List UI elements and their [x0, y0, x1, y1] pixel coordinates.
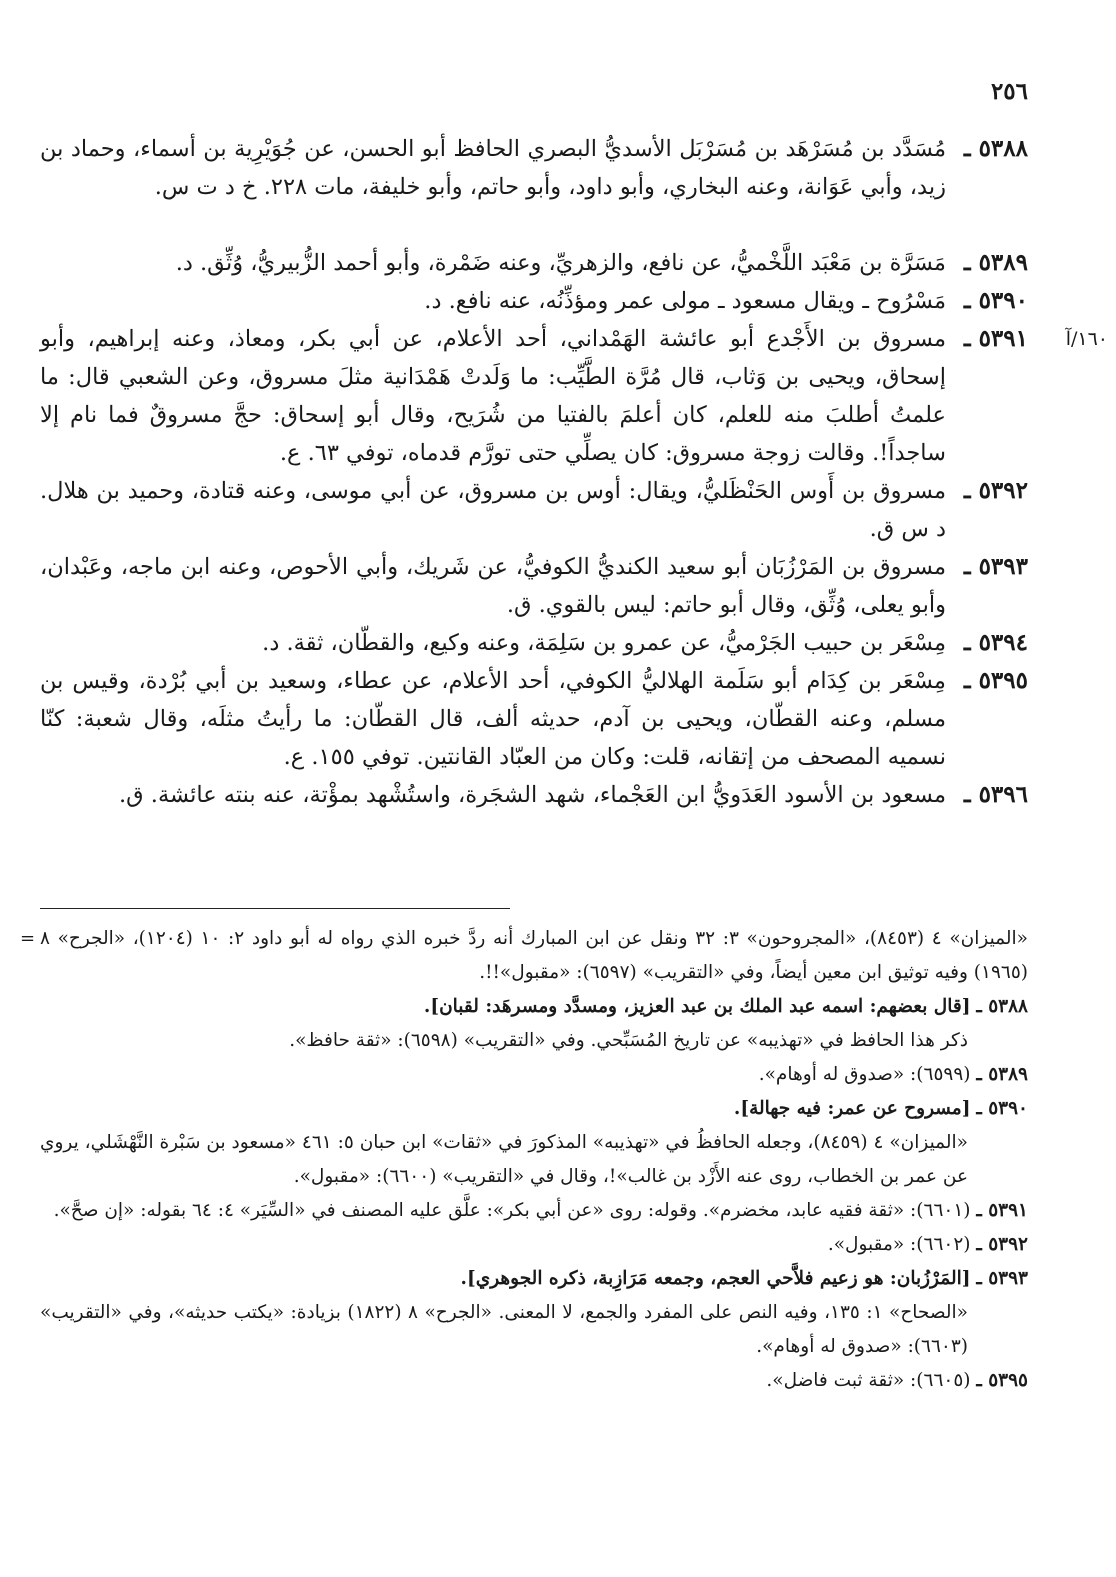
note-5388-head: [40, 990, 1028, 1024]
note-text: «الصحاح» ١: ١٣٥، وفيه النص على المفرد والجمع، لا المعنى. «الجرح» ٨ (١٨٢٢) بزيادة: «يكتب حديثه»، وفي «التقريب» (٦٦٠٣): «صدوق له أوهام».: [40, 1302, 968, 1357]
entry-text: مِسْعَر بن كِدَام أبو سَلَمة الهلاليُّ الكوفي، أحد الأعلام، عن عطاء، وسعيد بن أبي بُرْدة، وقيس بن مسلم، وعنه القطّان، ويحيى بن آدم، حديثه ألف، قال القطّان: ما رأيتُ مثلَه، وقال شعبة: كنّا نسميه المصحف من إتقانه، قلت: وكان من العبّاد القانتين. توفي ١٥٥. ع.: [40, 668, 946, 770]
note-text: «الميزان» ٤ (٨٤٥٩)، وجعله الحافظُ في «تهذيبه» المذكورَ في «ثقات» ابن حبان ٥: ٤٦١ «مسعود بن سَبْرة النَّهْشَلي، يروي عن عمر بن الخطاب، روى عنه الأَزْد بن غالب»!، وقال في «التقريب» (٦٦٠٠): «مقبول».: [40, 1132, 968, 1187]
entry-5391: [40, 320, 1108, 472]
entry-number: ٥٣٨٩ ـ: [963, 249, 1028, 276]
manuscript-folio-ref: ١٦٠/آ: [1065, 328, 1108, 350]
entry-number: ٥٣٩٠ ـ: [963, 287, 1028, 314]
note-number: ٥٣٨٩ ـ: [976, 1064, 1028, 1085]
note-text: ذكر هذا الحافظ في «تهذيبه» عن تاريخ المُسَبِّحي. وفي «التقريب» (٦٥٩٨): «ثقة حافظ».: [289, 1030, 968, 1051]
entry-number: ٥٣٩٦ ـ: [963, 781, 1028, 808]
entry-5389: [40, 244, 1028, 282]
biography-entries: [40, 130, 1108, 814]
continuation-mark: =: [20, 928, 36, 949]
note-number: ٥٣٩٢ ـ: [976, 1234, 1028, 1255]
entry-5395: [40, 662, 1028, 776]
note-bracket: [مسروح عن عمر: فيه جهالة].: [733, 1098, 971, 1119]
entry-text: مُسَدَّد بن مُسَرْهَد بن مُسَرْبَل الأسديُّ البصري الحافظ أبو الحسن، عن جُوَيْرِية بن أسماء، وحماد بن زيد، وأبي عَوَانة، وعنه البخاري، وأبو داود، وأبو حاتم، وأبو خليفة، مات ٢٢٨. خ د ت س.: [40, 136, 946, 200]
note-text: (٦٦٠٢): «مقبول».: [827, 1234, 971, 1255]
note-number: ٥٣٩٠ ـ: [976, 1098, 1028, 1119]
entry-number: ٥٣٨٨ ـ: [963, 135, 1028, 162]
note-bracket: [المَرْزُبان: هو زعيم فلاَّحي العجم، وجمعه مَرَازِبة، ذكره الجوهري].: [460, 1268, 971, 1289]
note-5393-head: [40, 1262, 1028, 1296]
entry-text: مسروق بن أَوس الحَنْظَليُّ، ويقال: أوس بن مسروق، عن أبي موسى، وعنه قتادة، وحميد بن هلال. د س ق.: [40, 478, 946, 542]
note-5388-body: [40, 1024, 1028, 1058]
entry-5394: [40, 624, 1028, 662]
entry-text: مِسْعَر بن حبيب الجَرْميُّ، عن عمرو بن سَلِمَة، وعنه وكيع، والقطّان، ثقة. د.: [262, 630, 946, 656]
entry-number: ٥٣٩٥ ـ: [963, 667, 1028, 694]
entry-number: ٥٣٩٣ ـ: [963, 553, 1028, 580]
entry-text: مَسَرَّة بن مَعْبَد اللَّخْميُّ، عن نافع، والزهريِّ، وعنه ضَمْرة، وأبو أحمد الزُّبيريُّ، وُثِّق. د.: [175, 250, 946, 276]
note-5392: [40, 1228, 1028, 1262]
entry-number: ٥٣٩١ ـ: [963, 325, 1028, 352]
note-5395: [40, 1364, 1028, 1398]
entry-number: ٥٣٩٢ ـ: [963, 477, 1028, 504]
note-text: (٦٦٠٥): «ثقة ثبت فاضل».: [766, 1370, 971, 1391]
footnotes: [20, 922, 1028, 1398]
document-page: [20, 70, 1108, 1557]
note-number: ٥٣٩٣ ـ: [976, 1268, 1028, 1289]
entry-text: مسعود بن الأسود العَدَويُّ ابن العَجْماء، شهد الشجَرة، واستُشْهد بمؤْتة، عنه بنته عائشة. ق.: [119, 782, 946, 808]
note-5391: [40, 1194, 1028, 1228]
note-5390-body: [40, 1126, 1028, 1194]
note-number: ٥٣٨٨ ـ: [976, 996, 1028, 1017]
note-5393-body: [40, 1296, 1028, 1364]
footnote-divider: [40, 908, 510, 909]
note-bracket: [قال بعضهم: اسمه عبد الملك بن عبد العزيز، ومسدَّد ومسرهَد: لقبان].: [423, 996, 971, 1017]
entry-5390: [40, 282, 1028, 320]
note-number: ٥٣٩٥ ـ: [976, 1370, 1028, 1391]
entry-5388: [40, 130, 1028, 244]
page-number: ٢٥٦: [990, 78, 1028, 105]
note-number: ٥٣٩١ ـ: [976, 1200, 1028, 1221]
note-text: «الميزان» ٤ (٨٤٥٣)، «المجروحون» ٣: ٣٢ ونقل عن ابن المبارك أنه ردَّ خبره الذي رواه له أبو داود ٢: ١٠ (١٢٠٤)، «الجرح» ٨ (١٩٦٥) وفيه توثيق ابن معين أيضاً، وفي «التقريب» (٦٥٩٧): «مقبول»!!.: [40, 928, 1028, 983]
note-text: (٦٥٩٩): «صدوق له أوهام».: [758, 1064, 971, 1085]
entry-text: مَسْرُوح ـ ويقال مسعود ـ مولى عمر ومؤذِّنُه، عنه نافع. د.: [424, 288, 946, 314]
note-text: (٦٦٠١): «ثقة فقيه عابد، مخضرم». وقوله: روى «عن أبي بكر»: علَّق عليه المصنف في «السِّيَر» ٤: ٦٤ بقوله: «إن صحَّ».: [53, 1200, 971, 1221]
entry-5396: [40, 776, 1028, 814]
note-5390-head: [40, 1092, 1028, 1126]
entry-5392: [40, 472, 1028, 548]
entry-text: مسروق بن المَرْزُبَان أبو سعيد الكنديُّ الكوفيُّ، عن شَريك، وأبي الأحوص، وعنه ابن ماجه، وعَبْدان، وأبو يعلى، وُثِّق، وقال أبو حاتم: ليس بالقوي. ق.: [40, 554, 946, 618]
entry-5393: [40, 548, 1028, 624]
entry-text: مسروق بن الأَجْدع أبو عائشة الهَمْداني، أحد الأعلام، عن أبي بكر، ومعاذ، وعنه إبراهيم، وأبو إسحاق، ويحيى بن وَثاب، قال مُرَّة الطَّيِّب: ما وَلَدتْ هَمْدَانية مثلَ مسروق، وعن الشعبي قال: ما علمتُ أطلبَ منه للعلم، كان أعلمَ بالفتيا من شُرَيح، وقال أبو إسحاق: حجَّ مسروقٌ فما نام إلا ساجداً!. وقالت زوجة مسروق: كان يصلِّي حتى تورَّم قدماه، توفي ٦٣. ع.: [40, 326, 946, 466]
note-5389: [40, 1058, 1028, 1092]
note-carryover: [20, 922, 1028, 990]
entry-number: ٥٣٩٤ ـ: [963, 629, 1028, 656]
